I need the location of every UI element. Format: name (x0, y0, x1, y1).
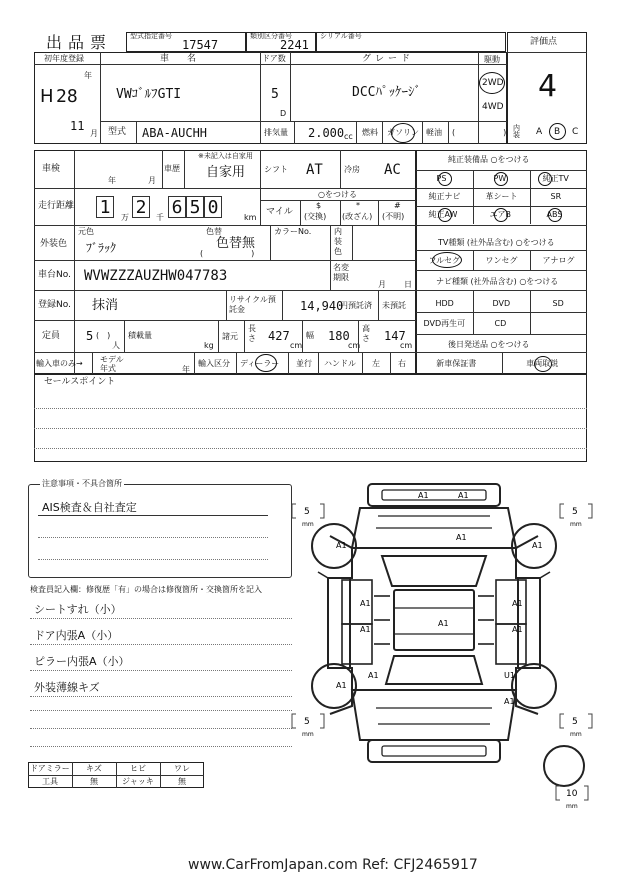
model-year-label: モデル年式 (100, 355, 124, 373)
legend-value: 工具 (42, 777, 58, 786)
navi-item: HDD (435, 299, 454, 308)
score-label: 評価点 (530, 37, 558, 47)
chassis-label: 車台No. (38, 270, 71, 280)
pw-circle (494, 172, 508, 186)
navi-item: DVD再生可 (423, 319, 466, 328)
name-change-day: 日 (404, 280, 412, 289)
unknown-top: # (394, 201, 401, 210)
tire-depth: 5 (572, 717, 578, 727)
airbag-circle (494, 208, 508, 222)
exchange-bottom: (交換) (304, 212, 327, 221)
mileage-label: 走行距離 (38, 201, 75, 211)
damage-mark: A1 (504, 697, 515, 706)
notes-line1: AIS検査＆自社査定 (42, 501, 137, 514)
import-label: 輸入車のみ→ (36, 359, 83, 368)
recycle-label: リサイクル預託金 (229, 295, 276, 314)
car-name-value: VWｺﾞﾙﾌGTI (116, 87, 182, 102)
drive-4wd: 4WD (482, 102, 504, 112)
displacement-label: 排気量 (264, 128, 288, 137)
mileage-digit: 1 (96, 196, 114, 218)
ac-value: AC (384, 162, 401, 178)
handle-label: ハンドル (324, 359, 356, 368)
name-change-label: 名変期限 (333, 263, 349, 282)
capacity-paren: ( ) (96, 331, 111, 340)
score-value: 4 (538, 69, 558, 104)
tv-title: TV種類 (社外品含む) ○をつける (438, 238, 555, 247)
equipment-item: PS (436, 174, 447, 183)
recycle-unit: 円預託済 (340, 301, 372, 310)
tire-depth: 5 (304, 507, 310, 517)
tv-circle (538, 172, 552, 186)
left-label: 左 (372, 359, 380, 368)
mileage-man: 万 (121, 213, 129, 222)
equipment-item: エアB (489, 210, 511, 219)
ps-circle (438, 172, 452, 186)
tv-item: アナログ (542, 256, 575, 265)
notes-frame (28, 484, 292, 578)
damage-mark: A1 (360, 625, 371, 634)
color-label: 外装色 (40, 239, 68, 249)
length-value: 427 (268, 329, 290, 343)
interior-label: 内装 (513, 124, 520, 139)
height-unit: cm (400, 341, 413, 350)
mileage-digit: 6 (168, 196, 186, 218)
width-label: 幅 (306, 331, 314, 340)
mile-label: マイル (266, 207, 293, 217)
later-item: 新車保証書 (436, 359, 477, 368)
doors-label: ドア数 (262, 54, 286, 63)
width-unit: cm (348, 341, 361, 350)
color-change-paren: ( ) (200, 249, 255, 258)
color-change-value: 色替無 (216, 236, 256, 251)
exchange-top: $ (316, 201, 322, 210)
grade-value: DCCﾊﾟｯｹｰｼﾞ (352, 85, 421, 100)
shift-value: AT (306, 162, 323, 178)
mileage-sen: 千 (156, 213, 164, 222)
inspector-line: 外装薄線キズ (34, 681, 100, 694)
load-label: 積載量 (128, 331, 152, 340)
tv-item: ワンセグ (485, 256, 518, 265)
first-reg-month: 11 (70, 119, 85, 133)
fuel-value: ガソリン (387, 128, 419, 137)
length-unit: cm (290, 341, 303, 350)
color-value: ﾌﾞﾗｯｸ (86, 241, 117, 255)
history-note: ※未記入は自家用 (198, 152, 253, 160)
drive-label: 駆動 (484, 55, 500, 64)
tire-unit: mm (570, 731, 582, 738)
damage-mark: A1 (512, 599, 523, 608)
tire-unit: mm (570, 521, 582, 528)
abs-circle (548, 208, 562, 222)
car-diagram (290, 478, 600, 808)
color-no-label: カラーNo. (274, 227, 312, 236)
history-label: 車歴 (164, 164, 180, 173)
tire-unit: mm (302, 521, 314, 528)
equipment-item: 純正AW (428, 210, 458, 219)
first-reg-label: 初年度登録 (44, 54, 84, 63)
damage-mark: A1 (360, 599, 371, 608)
equipment-item: 純正TV (542, 174, 569, 183)
sales-label: セールスポイント (44, 377, 116, 387)
notes-title: 注意事項・不具合箇所 (42, 479, 122, 488)
diesel-label: 軽油 (426, 128, 442, 137)
inspector-line: ピラー内張A（小） (34, 655, 130, 668)
navi-item: DVD (492, 299, 511, 308)
equipment-item: SR (550, 192, 562, 201)
first-reg-year-unit: 年 (84, 71, 92, 80)
dealer-circle (255, 354, 277, 372)
legend-header: キズ (86, 764, 102, 773)
fuel-circle (391, 123, 415, 143)
capacity-value: 5 (86, 329, 94, 343)
name-change-month: 月 (378, 280, 386, 289)
tamper-bottom: (改ざん) (342, 212, 373, 221)
height-value: 147 (384, 329, 406, 343)
damage-mark: A1 (336, 541, 347, 550)
interior-color-label: 内装色 (334, 227, 342, 256)
equipment-item: 純正ナビ (428, 192, 461, 201)
car-name-label: 車名 (160, 54, 215, 64)
inspector-line: ドア内張A（小） (34, 629, 119, 642)
grade-label: グレード (362, 54, 415, 64)
recycle-value: 14,940 (300, 299, 344, 313)
equipment-item: ABS (546, 210, 563, 219)
tire-depth: 10 (566, 789, 578, 799)
doors-value: 5 (271, 87, 279, 102)
capacity-unit: 人 (112, 341, 120, 350)
model-type-value: ABA-AUCHH (142, 126, 208, 140)
navi-item: CD (494, 319, 507, 328)
length-label: 長さ (248, 324, 256, 343)
model-cert-label: 型式指定番号 (130, 32, 172, 40)
height-label: 高さ (362, 324, 370, 343)
later-item: 車両取説 (526, 359, 559, 368)
inspector-title: 検査員記入欄：修復歴「有」の場合は修復箇所・交換箇所を記入 (30, 585, 262, 594)
recycle-no: 未預託 (382, 301, 406, 310)
damage-mark: U1 (504, 671, 515, 680)
interior-a: A (536, 127, 543, 137)
dealer-label: ディーラー (240, 359, 280, 368)
right-label: 右 (398, 359, 406, 368)
tire-depth: 5 (572, 507, 578, 517)
import-type-label: 輸入区分 (198, 359, 230, 368)
model-year-unit: 年 (182, 365, 190, 374)
mileage-digit: 2 (132, 196, 150, 218)
tv-item: フルセグ (428, 256, 461, 265)
history-value: 自家用 (206, 165, 246, 180)
equipment-item: 革シート (485, 192, 518, 201)
damage-mark: A1 (438, 619, 449, 628)
first-reg-era: H (40, 86, 54, 107)
load-unit: kg (204, 341, 214, 350)
parallel-label: 並行 (296, 359, 312, 368)
inspection-month-unit: 月 (148, 176, 156, 185)
damage-mark: A1 (532, 541, 543, 550)
registration-label: 登録No. (38, 300, 71, 310)
chassis-value: WVWZZZAUZHW047783 (84, 268, 228, 284)
color-num-label: 色替 (206, 227, 222, 236)
mileage-digit: 5 (186, 196, 204, 218)
color-orig-label: 元色 (78, 227, 94, 236)
ac-label: 冷房 (344, 165, 360, 174)
fuel-label: 燃料 (362, 128, 378, 137)
door-type: D (280, 109, 287, 118)
damage-mark: A1 (336, 681, 347, 690)
diesel-paren: ( ) (452, 128, 507, 137)
dims-label: 諸元 (222, 332, 238, 341)
genuine-title: 純正装備品 ○をつける (448, 155, 530, 164)
mileage-km: km (244, 213, 257, 222)
equipment-item: PW (493, 174, 507, 183)
manual-circle (534, 356, 552, 372)
tamper-top: * (356, 201, 360, 210)
mileage-mark: ○をつける (318, 190, 357, 199)
shift-label: シフト (264, 165, 288, 174)
tire-unit: mm (302, 731, 314, 738)
registration-value: 抹消 (92, 298, 119, 313)
navi-title: ナビ種類 (社外品含む) ○をつける (436, 277, 559, 286)
legend-header: ワレ (174, 764, 190, 773)
inspection-year-unit: 年 (108, 176, 116, 185)
mileage-digit: 0 (204, 196, 222, 218)
tire-depth: 5 (304, 717, 310, 727)
legend-value: ジャッキ (122, 777, 154, 786)
inspector-line: シートすれ（小） (34, 603, 122, 616)
watermark: www.CarFromJapan.com Ref: CFJ2465917 (188, 857, 478, 873)
fullseg-circle (432, 252, 462, 268)
navi-item: SD (552, 299, 564, 308)
model-type-label: 型式 (108, 127, 127, 137)
interior-c: C (572, 127, 579, 137)
tire-unit: mm (566, 803, 578, 808)
interior-b-circle (549, 123, 566, 140)
legend-value: 無 (178, 777, 186, 786)
damage-mark: A1 (368, 671, 379, 680)
class-label: 類別区分番号 (250, 32, 292, 40)
legend-value: 無 (90, 777, 98, 786)
damage-mark: A1 (458, 491, 469, 500)
first-reg-month-unit: 月 (90, 129, 98, 138)
interior-b: B (554, 127, 561, 137)
legend-header: ヒビ (130, 764, 146, 773)
displacement-unit: cc (344, 132, 353, 141)
damage-mark: A1 (512, 625, 523, 634)
serial-label: シリアル番号 (320, 32, 362, 40)
width-value: 180 (328, 329, 350, 343)
damage-mark: A1 (456, 533, 467, 542)
drive-2wd-circle (479, 72, 505, 94)
model-cert-value: 17547 (182, 38, 219, 52)
drive-2wd: 2WD (482, 78, 504, 88)
legend-header: ドアミラー (30, 764, 70, 773)
damage-mark: A1 (418, 491, 429, 500)
page-title: 出品票 (46, 33, 113, 52)
capacity-label: 定員 (42, 331, 61, 341)
class-value: 2241 (280, 38, 309, 52)
unknown-bottom: (不明) (382, 212, 405, 221)
inspection-label: 車検 (42, 164, 61, 174)
first-reg-year: 28 (56, 86, 78, 107)
displacement-value: 2.000 (308, 126, 345, 140)
later-title: 後日発送品 ○をつける (448, 340, 530, 349)
aw-circle (438, 208, 452, 222)
